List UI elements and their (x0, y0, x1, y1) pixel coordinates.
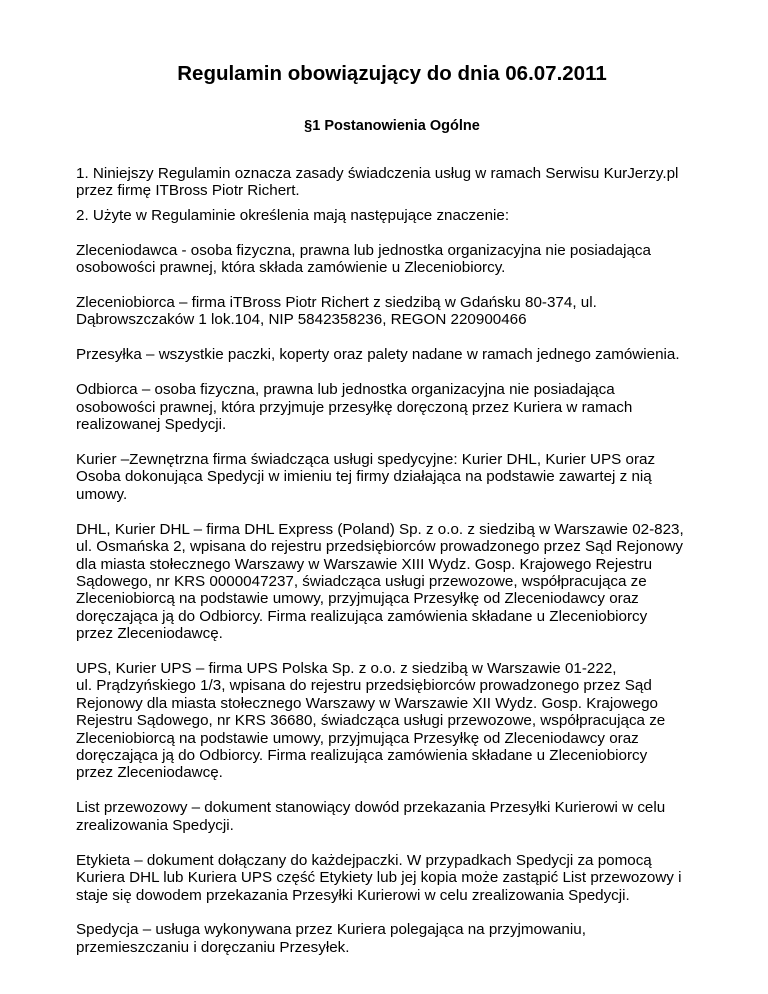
text-line: przez Zleceniodawcę. (76, 764, 223, 782)
definition-spedycja (76, 921, 708, 956)
text-line: zrealizowania Spedycji. (76, 816, 234, 834)
definition-etykieta (76, 852, 708, 904)
text-line: Odbiorca – osoba fizyczna, prawna lub jednostka organizacyjna nie posiadająca (76, 381, 615, 399)
text-line: Dąbrowszczaków 1 lok.104, NIP 5842358236, REGON 220900466 (76, 311, 527, 329)
definition-zleceniodawca (76, 242, 708, 277)
section-title: §1 Postanowienia Ogólne (304, 118, 480, 134)
text-line: List przewozowy – dokument stanowiący dowód przekazania Przesyłki Kurierowi w celu (76, 799, 666, 817)
text-line: Rejonowy dla miasta stołecznego Warszawy w Warszawie XII Wydz. Gosp. Krajowego (76, 694, 658, 712)
text-line: doręczająca ją do Odbiorcy. Firma realizująca zamówienia składane u Zleceniobiorcy (76, 607, 648, 625)
definition-przesylka (76, 346, 708, 363)
text-line: Kurier –Zewnętrzna firma świadcząca usługi spedycyjne: Kurier DHL, Kurier UPS oraz (76, 450, 656, 468)
text-line: przemieszczaniu i doręczaniu Przesyłek. (76, 938, 350, 956)
definition-ups (76, 660, 708, 782)
text-line: Przesyłka – wszystkie paczki, koperty oraz palety nadane w ramach jednego zamówienia. (76, 346, 680, 364)
text-line: ul. Prądzyńskiego 1/3, wpisana do rejestru przedsiębiorców prowadzonego przez Sąd (76, 677, 652, 695)
text-line: Etykieta – dokument dołączany do każdejpaczki. W przypadkach Spedycji za pomocą (76, 851, 652, 869)
text-line: Zleceniobiorcą na podstawie umowy, przyjmująca Przesyłkę od Zleceniodawcy oraz (76, 590, 639, 608)
text-line: Zleceniodawca - osoba fizyczna, prawna lub jednostka organizacyjna nie posiadająca (76, 241, 651, 259)
text-line: umowy. (76, 485, 128, 503)
definition-dhl (76, 521, 708, 643)
text-line: przez Zleceniodawcę. (76, 625, 223, 643)
text-line: ul. Osmańska 2, wpisana do rejestru przedsiębiorców prowadzonego przez Sąd Rejonowy (76, 538, 683, 556)
text-line: realizowanej Spedycji. (76, 416, 227, 434)
definition-list-przewozowy (76, 799, 708, 834)
text-line: Osoba dokonująca Spedycji w imieniu tej firmy działająca na podstawie zawartej z nią (76, 468, 652, 486)
text-line: Sądowego, nr KRS 0000047237, świadcząca usługi przewozowe, współpracująca ze (76, 572, 647, 590)
paragraph-intro (76, 165, 708, 200)
definition-zleceniobiorca (76, 294, 708, 329)
text-line: Spedycja – usługa wykonywana przez Kuriera polegająca na przyjmowaniu, (76, 921, 586, 939)
text-line: Rejestru Sądowego, nr KRS 36680, świadcząca usługi przewozowe, współpracująca ze (76, 712, 666, 730)
text-line: osobowości prawnej, która przyjmuje przesyłkę doręczoną przez Kuriera w ramach (76, 398, 633, 416)
text-line: Zleceniobiorcą na podstawie umowy, przyjmująca Przesyłkę od Zleceniodawcy oraz (76, 729, 639, 747)
definition-kurier (76, 451, 708, 503)
text-line: przez firmę ITBross Piotr Richert. (76, 182, 300, 200)
text-line: Zleceniobiorca – firma iTBross Piotr Richert z siedzibą w Gdańsku 80-374, ul. (76, 294, 597, 312)
definition-odbiorca (76, 381, 708, 433)
text-line: doręczająca ją do Odbiorcy. Firma realizująca zamówienia składane u Zleceniobiorcy (76, 747, 648, 765)
paragraph-definitions-intro (76, 207, 708, 224)
text-line: dla miasta stołecznego Warszawy w Warszawie XIII Wydz. Gosp. Krajowego Rejestru (76, 555, 653, 573)
text-line: UPS, Kurier UPS – firma UPS Polska Sp. z o.o. z siedzibą w Warszawie 01-222, (76, 660, 617, 678)
document-title: Regulamin obowiązujący do dnia 06.07.2011 (177, 62, 607, 85)
text-line: osobowości prawnej, która składa zamówienie u Zleceniobiorcy. (76, 259, 506, 277)
text-line: 1. Niniejszy Regulamin oznacza zasady świadczenia usług w ramach Serwisu KurJerzy.pl (76, 165, 679, 182)
text-line: 2. Użyte w Regulaminie określenia mają następujące znaczenie: (76, 206, 510, 224)
text-line: staje się dowodem przekazania Przesyłki Kurierowi w celu zrealizowania Spedycji. (76, 886, 630, 904)
text-line: Kuriera DHL lub Kuriera UPS część Etykiety lub jej kopia może zastąpić List przewozowy i (76, 869, 682, 887)
text-line: DHL, Kurier DHL – firma DHL Express (Poland) Sp. z o.o. z siedzibą w Warszawie 02-823, (76, 520, 684, 538)
